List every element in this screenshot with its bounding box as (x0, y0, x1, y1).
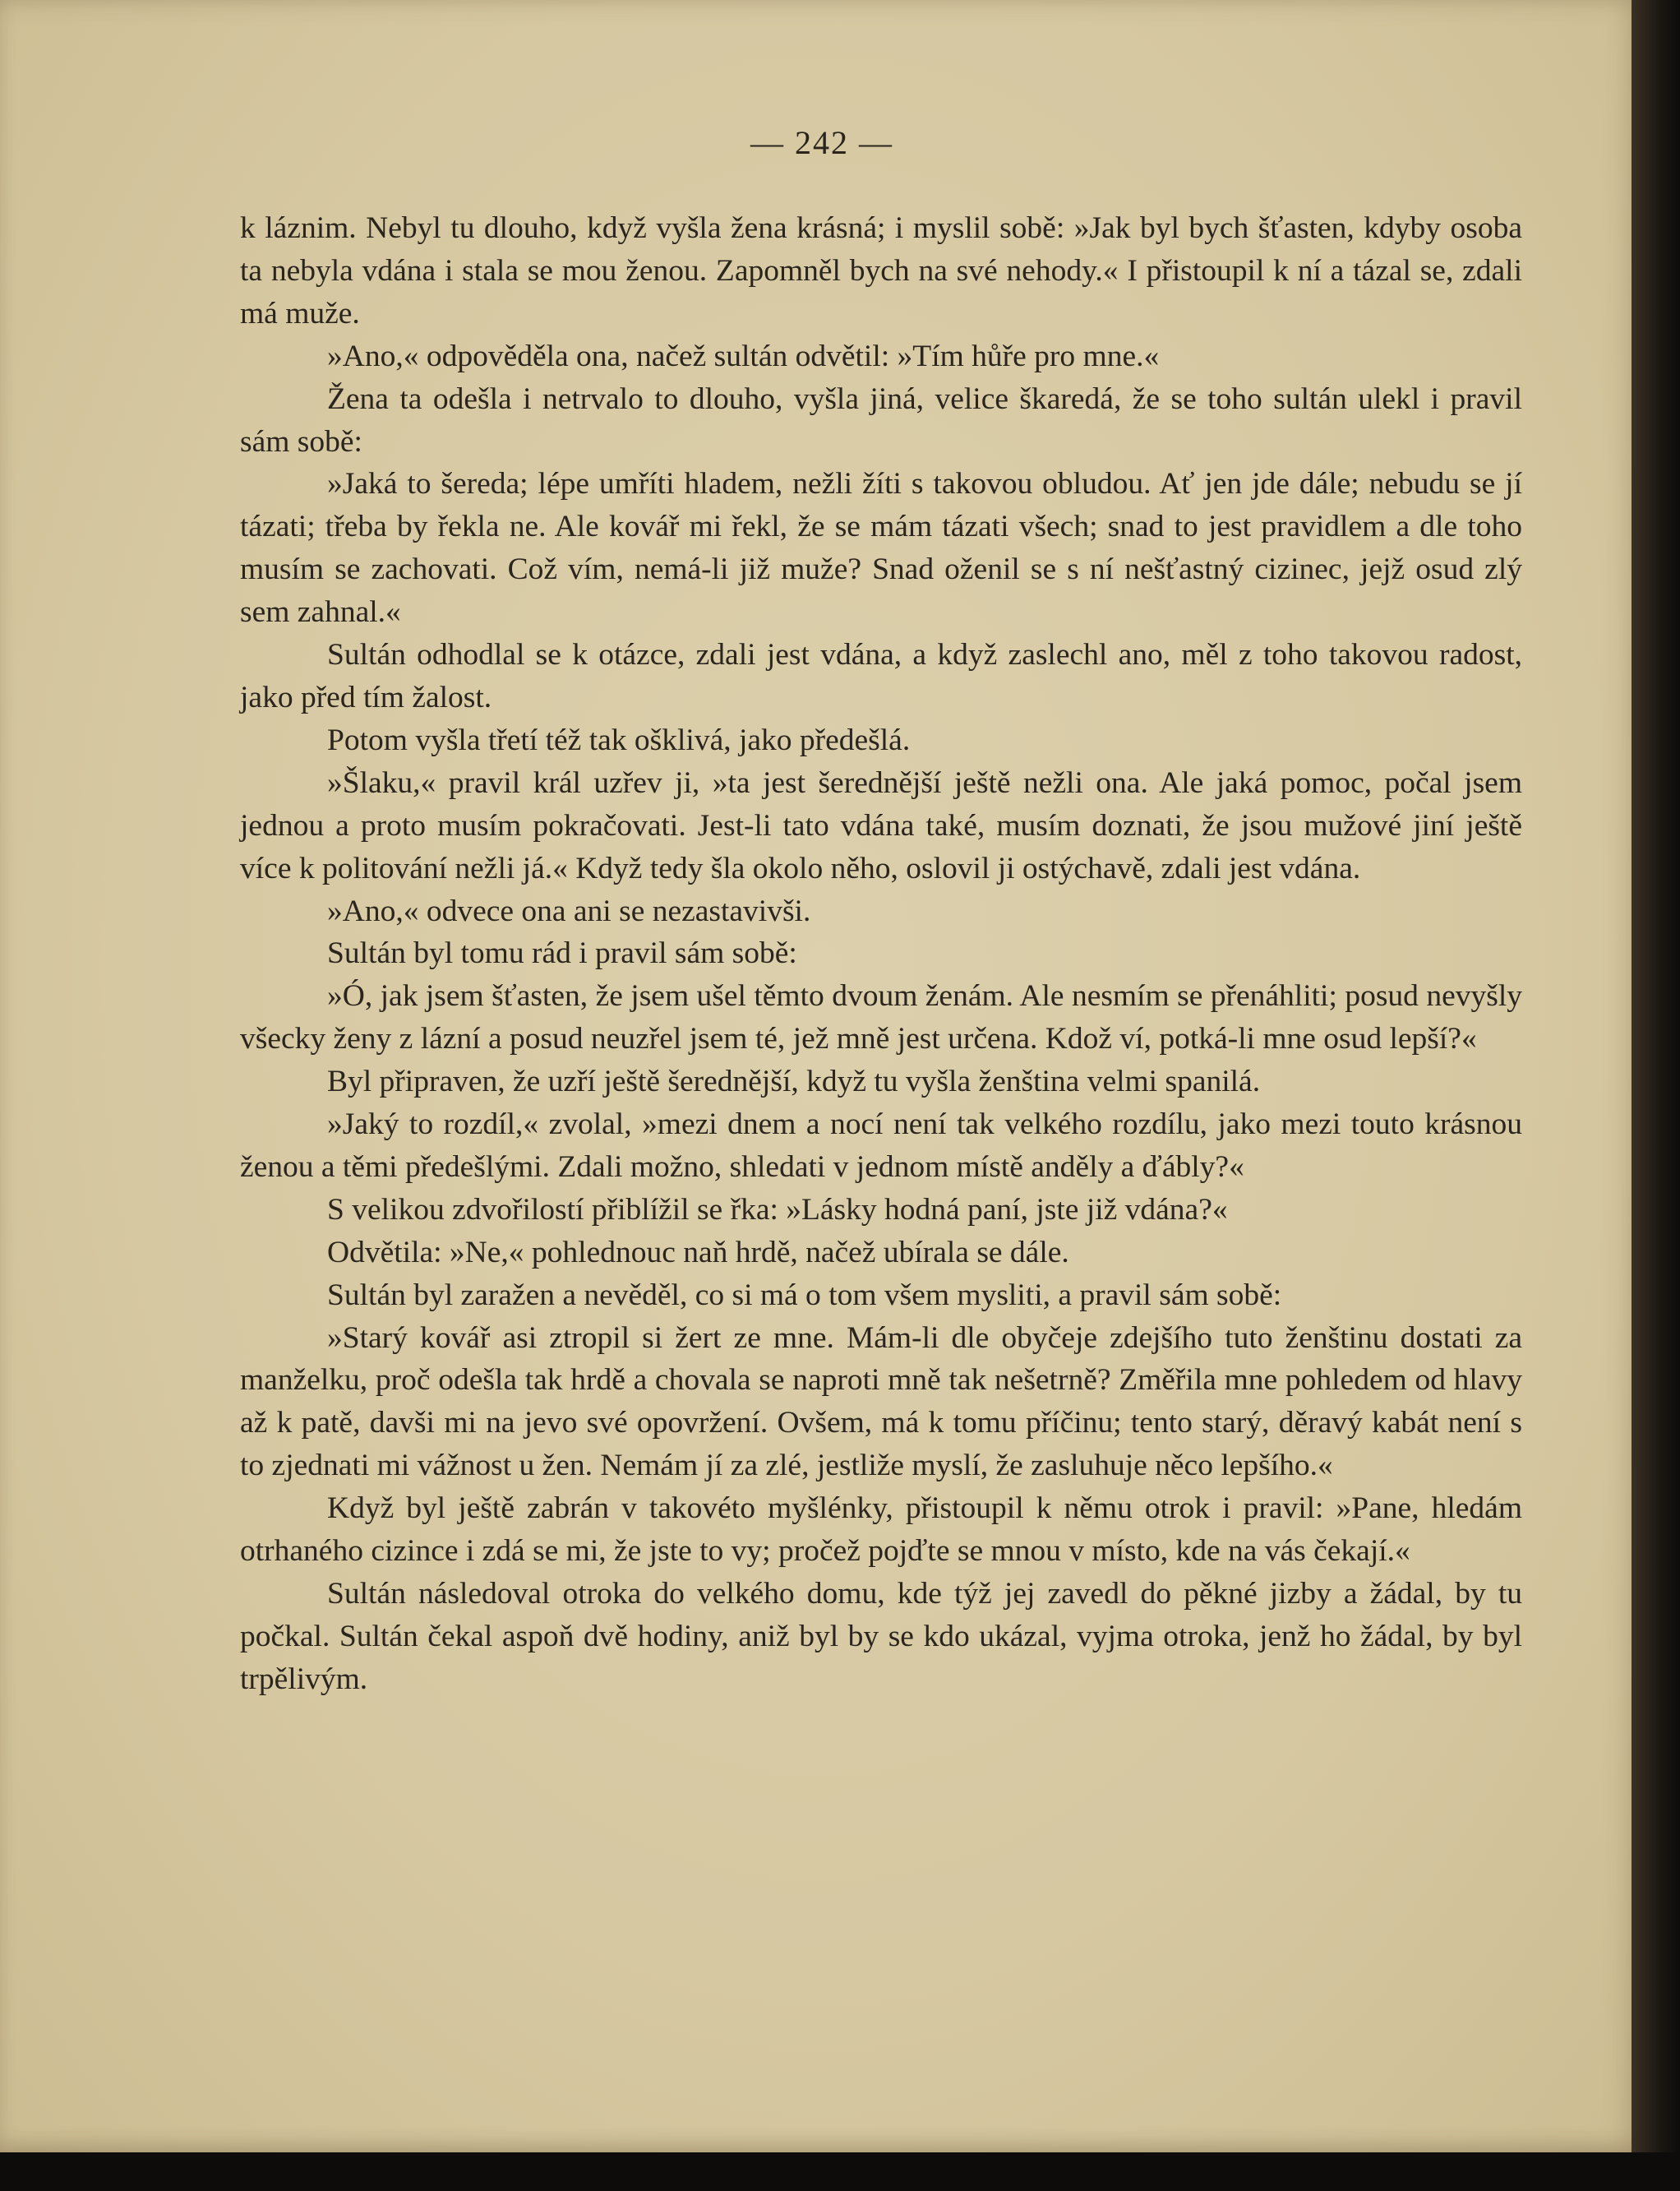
paragraph: S velikou zdvořilostí přiblížil se řka: »Lásky hodná paní, jste již vdána?« (327, 1192, 1228, 1227)
page-edge-shadow (1632, 0, 1680, 2191)
paragraph: »Šlaku,« pravil král uzřev ji, »ta jest šerednější ještě nežli ona. Ale jaká pomoc, počal jsem jednou a proto musím pokračovati. Jest-li tato vdána také, musím doznati, že jsou mužové jiní ještě více k politování nežli já.« Když tedy šla okolo něho, oslovil ji ostýchavě, zdali jest vdána. (240, 765, 1522, 885)
paragraph: Sultán odhodlal se k otázce, zdali jest vdána, a když zaslechl ano, měl z toho takovou radost, jako před tím žalost. (240, 638, 1522, 714)
paragraph: Potom vyšla třetí též tak ošklivá, jako předešlá. (327, 723, 911, 757)
paragraph: »Jaká to šereda; lépe umříti hladem, nežli žíti s takovou obludou. Ať jen jde dále; nebudu se jí tázati; třeba by řekla ne. Ale kovář mi řekl, že se mám tázati všech; snad to jest pravidlem a dle toho musím se zachovati. Což vím, nemá-li již muže? Snad oženil se s ní nešťastný cizinec, jejž osud zlý sem zahnal.« (240, 467, 1522, 630)
paragraph: Sultán byl tomu rád i pravil sám sobě: (327, 936, 797, 971)
paragraph: Sultán následoval otroka do velkého domu, kde týž jej zavedl do pěkné jizby a žádal, by tu počkal. Sultán čekal aspoň dvě hodiny, aniž byl by se kdo ukázal, vyjma otroka, jenž ho žádal, by byl trpělivým. (240, 1577, 1522, 1696)
paragraph: Žena ta odešla i netrvalo to dlouho, vyšla jiná, velice škaredá, že se toho sultán ulekl i pravil sám sobě: (240, 381, 1522, 459)
paragraph: »Ó, jak jsem šťasten, že jsem ušel těmto dvoum ženám. Ale nesmím se přenáhliti; posud nevyšly všecky ženy z lázní a posud neuzřel jsem té, jež mně jest určena. Kdož ví, potká-li mne osud lepší?« (240, 979, 1522, 1056)
paragraph: »Starý kovář asi ztropil si žert ze mne. Mám-li dle obyčeje zdejšího tuto ženštinu dostati za manželku, proč odešla tak hrdě a chovala se naproti mně tak nešetrně? Změřila mne pohledem od hlavy až k patě, davši mi na jevo své opovržení. Ovšem, má k tomu příčinu; tento starý, děravý kabát není s to zjednati mi vážnost u žen. Nemám jí za zlé, jestliže myslí, že zasluhuje něco lepšího.« (240, 1320, 1522, 1483)
paragraph: Odvětila: »Ne,« pohlednouc naň hrdě, načež ubírala se dále. (327, 1235, 1069, 1269)
paragraph: »Ano,« odvece ona ani se nezastavivši. (327, 894, 811, 928)
paragraph: Když byl ještě zabrán v takovéto myšlénky, přistoupil k němu otrok i pravil: »Pane, hledám otrhaného cizince i zdá se mi, že jste to vy; pročež pojďte se mnou v místo, kde na vás čekají.« (240, 1491, 1522, 1569)
paragraph: »Jaký to rozdíl,« zvolal, »mezi dnem a nocí není tak velkého rozdílu, jako mezi touto krásnou ženou a těmi předešlými. Zdali možno, shledati v jednom místě anděly a ďábly?« (240, 1107, 1522, 1184)
paragraph: k láznim. Nebyl tu dlouho, když vyšla žena krásná; i myslil sobě: »Jak byl bych šťasten, kdyby osoba ta nebyla vdána i stala se mou ženou. Zapomněl bych na své nehody.« I přistoupil k ní a tázal se, zdali má muže. (240, 211, 1522, 330)
paragraph: Byl připraven, že uzří ještě šerednější, když tu vyšla ženština velmi spanilá. (327, 1065, 1261, 1099)
page-bottom-shadow (0, 2152, 1680, 2191)
body-text (240, 207, 1522, 1701)
paragraph: Sultán byl zaražen a nevěděl, co si má o tom všem mysliti, a pravil sám sobě: (327, 1278, 1282, 1312)
page-number: — 242 — (750, 124, 893, 161)
paragraph: »Ano,« odpověděla ona, načež sultán odvětil: »Tím hůře pro mne.« (327, 339, 1160, 373)
